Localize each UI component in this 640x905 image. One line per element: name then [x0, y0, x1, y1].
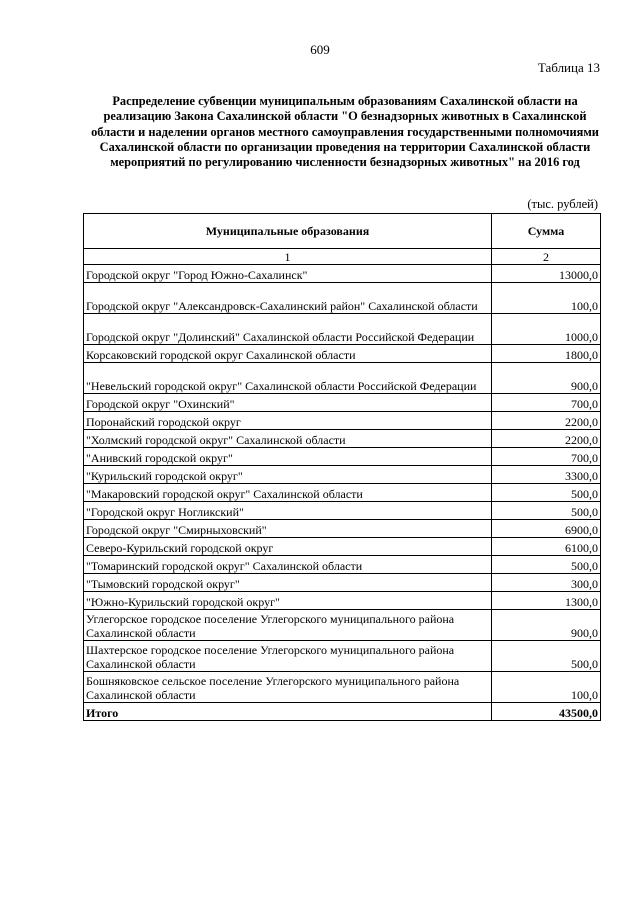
table-row [84, 610, 601, 641]
row-name: Углегорское городское поселение Углегорского муниципального района Сахалинской области [84, 610, 492, 641]
table-row [84, 592, 601, 610]
table-header-row [84, 214, 601, 249]
document-heading: Распределение субвенции муниципальным образованиям Сахалинской области на реализацию Закона Сахалинской области "О безнадзорных животных в Сахалинской области и наделении органов местного самоуправления государственными полномочиями Сахалинской области по организации проведения на территории Сахалинской области мероприятий по регулированию численности безнадзорных животных" на 2016 год [91, 94, 599, 170]
table-row [84, 556, 601, 574]
row-name: "Невельский городской округ" Сахалинской области Российской Федерации [84, 363, 492, 394]
row-sum: 700,0 [492, 448, 601, 466]
row-sum: 900,0 [492, 610, 601, 641]
row-sum: 500,0 [492, 502, 601, 520]
total-row [84, 703, 601, 721]
row-sum: 300,0 [492, 574, 601, 592]
table-row [84, 574, 601, 592]
row-name: "Курильский городской округ" [84, 466, 492, 484]
row-sum: 500,0 [492, 484, 601, 502]
table-row [84, 412, 601, 430]
table-number: Таблица 13 [537, 60, 600, 75]
row-name: Городской округ "Охинский" [84, 394, 492, 412]
table-row [84, 430, 601, 448]
row-sum: 900,0 [492, 363, 601, 394]
row-sum: 1300,0 [492, 592, 601, 610]
row-name: Городской округ "Смирныховский" [84, 520, 492, 538]
table-row [84, 394, 601, 412]
row-sum: 3300,0 [492, 466, 601, 484]
table-row [84, 265, 601, 283]
table-row [84, 672, 601, 703]
table-row [84, 538, 601, 556]
total-label: Итого [84, 703, 492, 721]
row-name: "Холмский городской округ" Сахалинской области [84, 430, 492, 448]
row-name: "Макаровский городской округ" Сахалинской области [84, 484, 492, 502]
column-header-municipalities: Муниципальные образования [84, 214, 492, 249]
table-row [84, 502, 601, 520]
subvention-table [83, 213, 601, 721]
row-sum: 1000,0 [492, 314, 601, 345]
table-row [84, 363, 601, 394]
row-name: Городской округ "Александровск-Сахалинский район" Сахалинской области [84, 283, 492, 314]
column-number-row [84, 249, 601, 265]
table-row [84, 641, 601, 672]
row-sum: 1800,0 [492, 345, 601, 363]
row-sum: 100,0 [492, 672, 601, 703]
table-row [84, 345, 601, 363]
table-row [84, 466, 601, 484]
row-sum: 2200,0 [492, 430, 601, 448]
column-number-1: 1 [84, 249, 492, 265]
column-header-sum: Сумма [492, 214, 601, 249]
table-row [84, 520, 601, 538]
row-name: "Городской округ Ногликский" [84, 502, 492, 520]
row-name: Городской округ "Долинский" Сахалинской области Российской Федерации [84, 314, 492, 345]
table-row [84, 448, 601, 466]
row-sum: 2200,0 [492, 412, 601, 430]
row-sum: 13000,0 [492, 265, 601, 283]
row-sum: 500,0 [492, 556, 601, 574]
total-sum: 43500,0 [492, 703, 601, 721]
row-name: Поронайский городской округ [84, 412, 492, 430]
column-number-2: 2 [492, 249, 601, 265]
row-sum: 6100,0 [492, 538, 601, 556]
row-name: "Тымовский городской округ" [84, 574, 492, 592]
table-row [84, 283, 601, 314]
row-sum: 500,0 [492, 641, 601, 672]
row-name: "Южно-Курильский городской округ" [84, 592, 492, 610]
row-name: Шахтерское городское поселение Углегорского муниципального района Сахалинской области [84, 641, 492, 672]
page-number: 609 [310, 42, 330, 57]
row-name: Корсаковский городской округ Сахалинской области [84, 345, 492, 363]
units-label: (тыс. рублей) [527, 197, 598, 211]
row-name: Северо-Курильский городской округ [84, 538, 492, 556]
row-sum: 100,0 [492, 283, 601, 314]
row-name: "Анивский городской округ" [84, 448, 492, 466]
row-name: "Томаринский городской округ" Сахалинской области [84, 556, 492, 574]
row-sum: 6900,0 [492, 520, 601, 538]
row-name: Городской округ "Город Южно-Сахалинск" [84, 265, 492, 283]
table-row [84, 314, 601, 345]
row-sum: 700,0 [492, 394, 601, 412]
row-name: Бошняковское сельское поселение Углегорского муниципального района Сахалинской области [84, 672, 492, 703]
table-row [84, 484, 601, 502]
